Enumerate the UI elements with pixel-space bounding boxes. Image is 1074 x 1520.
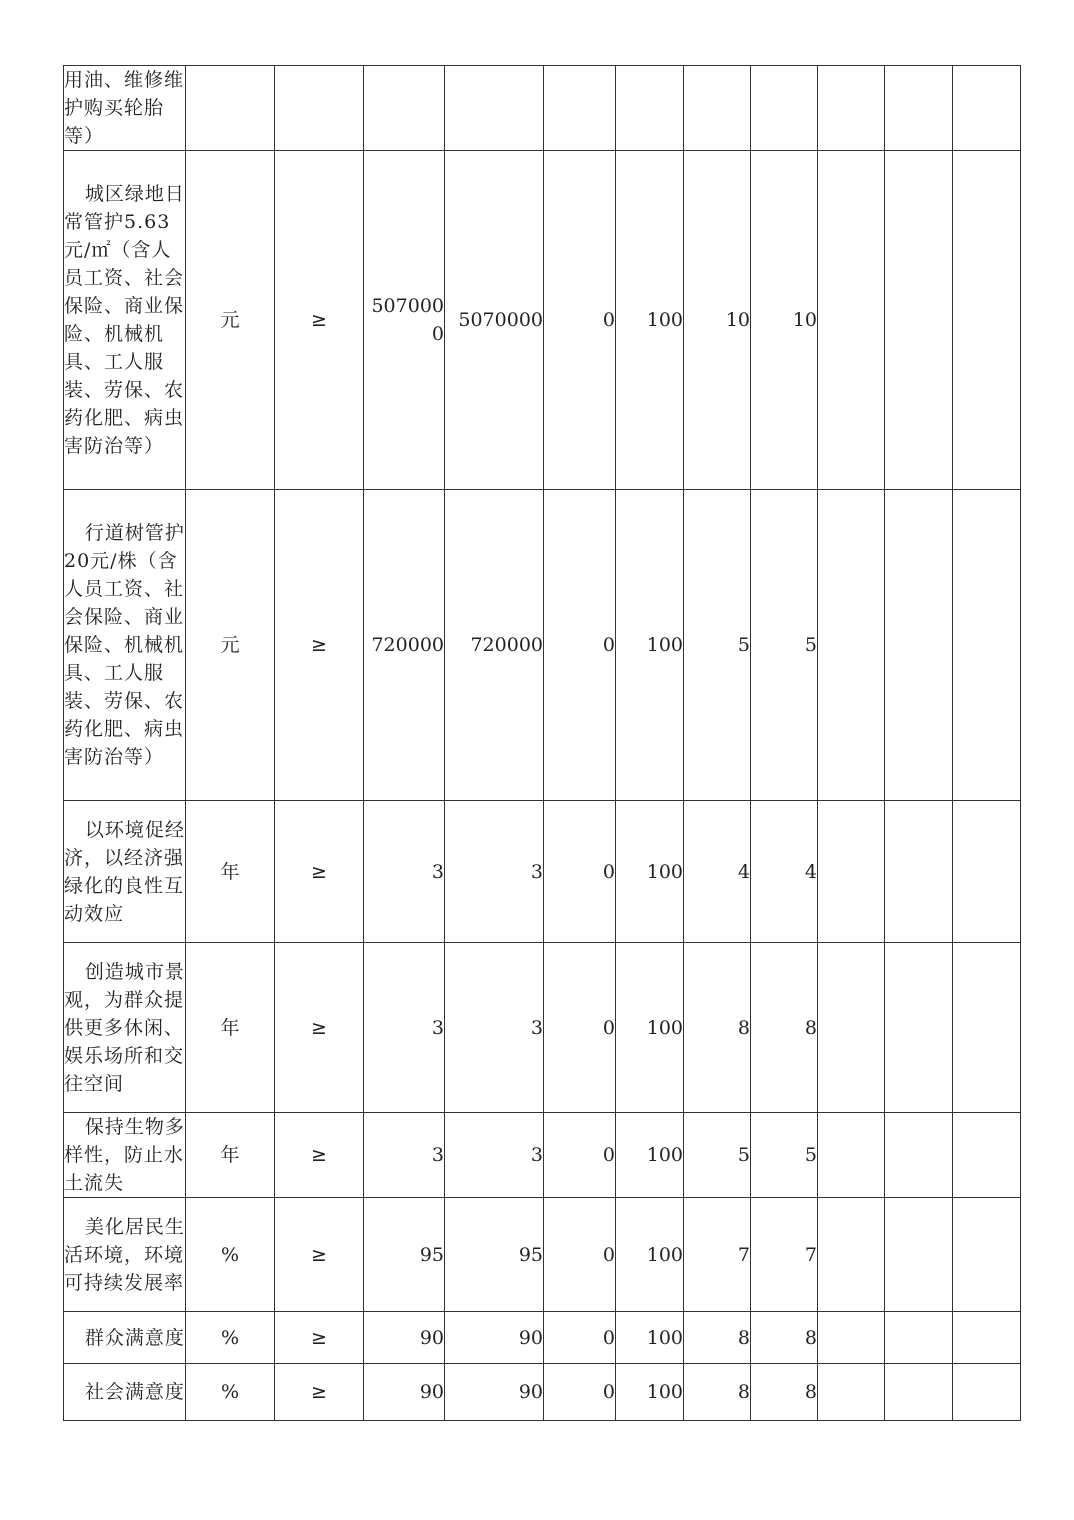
- completion-ratio-cell: 100: [616, 1364, 684, 1421]
- score-cell: 10: [751, 151, 818, 490]
- performance-table: [63, 65, 1021, 1421]
- empty-cell: [818, 1198, 885, 1312]
- weight-cell: 10: [684, 151, 751, 490]
- deviation-cell: 0: [544, 1198, 616, 1312]
- deviation-cell: 0: [544, 1364, 616, 1421]
- completion-ratio-cell: 100: [616, 943, 684, 1113]
- indicator-name: 以环境促经济，以经济强绿化的良性互动效应: [64, 801, 186, 943]
- table-row: [64, 1198, 1021, 1312]
- weight-cell: 5: [684, 1113, 751, 1198]
- operator-cell: ≥: [275, 1364, 364, 1421]
- actual-value-cell: 3: [445, 1113, 544, 1198]
- table-row: [64, 1113, 1021, 1198]
- target-value-cell: 90: [364, 1312, 445, 1364]
- completion-ratio-cell: 100: [616, 151, 684, 490]
- empty-cell: [953, 1113, 1021, 1198]
- empty-cell: [885, 66, 953, 151]
- empty-cell: [818, 1364, 885, 1421]
- deviation-cell: 0: [544, 943, 616, 1113]
- deviation-cell: 0: [544, 1113, 616, 1198]
- empty-cell: [885, 151, 953, 490]
- table-row: [64, 490, 1021, 801]
- operator-cell: ≥: [275, 490, 364, 801]
- empty-cell: [818, 1113, 885, 1198]
- indicator-name: 社会满意度: [64, 1364, 186, 1421]
- unit-cell: 年: [186, 801, 275, 943]
- indicator-name: 保持生物多样性，防止水土流失: [64, 1113, 186, 1198]
- deviation-cell: 0: [544, 1312, 616, 1364]
- empty-cell: [885, 943, 953, 1113]
- empty-cell: [953, 151, 1021, 490]
- indicator-name: 行道树管护20元/株（含人员工资、社会保险、商业保险、机械机具、工人服装、劳保、农药化肥、病虫害防治等）: [64, 490, 186, 801]
- completion-ratio-cell: 100: [616, 1312, 684, 1364]
- target-value-cell: 720000: [364, 490, 445, 801]
- actual-value-cell: 95: [445, 1198, 544, 1312]
- target-value-cell: 90: [364, 1364, 445, 1421]
- weight-cell: 5: [684, 490, 751, 801]
- target-value-cell: [364, 66, 445, 151]
- target-value-cell: 3: [364, 943, 445, 1113]
- empty-cell: [953, 490, 1021, 801]
- weight-cell: 7: [684, 1198, 751, 1312]
- actual-value-cell: 5070000: [445, 151, 544, 490]
- deviation-cell: 0: [544, 801, 616, 943]
- deviation-cell: 0: [544, 490, 616, 801]
- actual-value-cell: 90: [445, 1364, 544, 1421]
- table-row: [64, 943, 1021, 1113]
- unit-cell: 年: [186, 943, 275, 1113]
- completion-ratio-cell: 100: [616, 801, 684, 943]
- operator-cell: [275, 66, 364, 151]
- operator-cell: ≥: [275, 1113, 364, 1198]
- operator-cell: ≥: [275, 801, 364, 943]
- empty-cell: [953, 1198, 1021, 1312]
- empty-cell: [818, 490, 885, 801]
- empty-cell: [953, 1312, 1021, 1364]
- unit-cell: 年: [186, 1113, 275, 1198]
- indicator-name: 创造城市景观，为群众提供更多休闲、娱乐场所和交往空间: [64, 943, 186, 1113]
- indicator-name: 城区绿地日常管护5.63元/㎡（含人员工资、社会保险、商业保险、机械机具、工人服装、劳保、农药化肥、病虫害防治等）: [64, 151, 186, 490]
- score-cell: 5: [751, 1113, 818, 1198]
- target-value-cell: 95: [364, 1198, 445, 1312]
- score-cell: 5: [751, 490, 818, 801]
- actual-value-cell: 3: [445, 801, 544, 943]
- empty-cell: [953, 801, 1021, 943]
- empty-cell: [818, 66, 885, 151]
- indicator-name: 群众满意度: [64, 1312, 186, 1364]
- empty-cell: [818, 151, 885, 490]
- score-cell: 8: [751, 1312, 818, 1364]
- table-row: [64, 66, 1021, 151]
- completion-ratio-cell: [616, 66, 684, 151]
- table-row: [64, 151, 1021, 490]
- empty-cell: [818, 1312, 885, 1364]
- weight-cell: [684, 66, 751, 151]
- unit-cell: %: [186, 1198, 275, 1312]
- actual-value-cell: 90: [445, 1312, 544, 1364]
- target-value-cell: 5070000: [364, 151, 445, 490]
- target-value-cell: 3: [364, 801, 445, 943]
- score-cell: 8: [751, 1364, 818, 1421]
- actual-value-cell: 720000: [445, 490, 544, 801]
- empty-cell: [953, 1364, 1021, 1421]
- operator-cell: ≥: [275, 1312, 364, 1364]
- operator-cell: ≥: [275, 151, 364, 490]
- target-value-cell: 3: [364, 1113, 445, 1198]
- table-row: [64, 1364, 1021, 1421]
- unit-cell: %: [186, 1364, 275, 1421]
- empty-cell: [885, 1198, 953, 1312]
- unit-cell: 元: [186, 151, 275, 490]
- empty-cell: [818, 943, 885, 1113]
- weight-cell: 8: [684, 1364, 751, 1421]
- score-cell: 4: [751, 801, 818, 943]
- actual-value-cell: [445, 66, 544, 151]
- empty-cell: [953, 943, 1021, 1113]
- unit-cell: [186, 66, 275, 151]
- unit-cell: %: [186, 1312, 275, 1364]
- weight-cell: 8: [684, 943, 751, 1113]
- empty-cell: [953, 66, 1021, 151]
- indicator-name: 用油、维修维护购买轮胎等）: [64, 66, 186, 151]
- completion-ratio-cell: 100: [616, 490, 684, 801]
- deviation-cell: 0: [544, 151, 616, 490]
- empty-cell: [818, 801, 885, 943]
- completion-ratio-cell: 100: [616, 1113, 684, 1198]
- weight-cell: 4: [684, 801, 751, 943]
- empty-cell: [885, 1364, 953, 1421]
- empty-cell: [885, 801, 953, 943]
- operator-cell: ≥: [275, 943, 364, 1113]
- unit-cell: 元: [186, 490, 275, 801]
- actual-value-cell: 3: [445, 943, 544, 1113]
- empty-cell: [885, 490, 953, 801]
- operator-cell: ≥: [275, 1198, 364, 1312]
- score-cell: [751, 66, 818, 151]
- score-cell: 7: [751, 1198, 818, 1312]
- deviation-cell: [544, 66, 616, 151]
- table-row: [64, 1312, 1021, 1364]
- score-cell: 8: [751, 943, 818, 1113]
- table-row: [64, 801, 1021, 943]
- empty-cell: [885, 1113, 953, 1198]
- indicator-name: 美化居民生活环境，环境可持续发展率: [64, 1198, 186, 1312]
- weight-cell: 8: [684, 1312, 751, 1364]
- empty-cell: [885, 1312, 953, 1364]
- completion-ratio-cell: 100: [616, 1198, 684, 1312]
